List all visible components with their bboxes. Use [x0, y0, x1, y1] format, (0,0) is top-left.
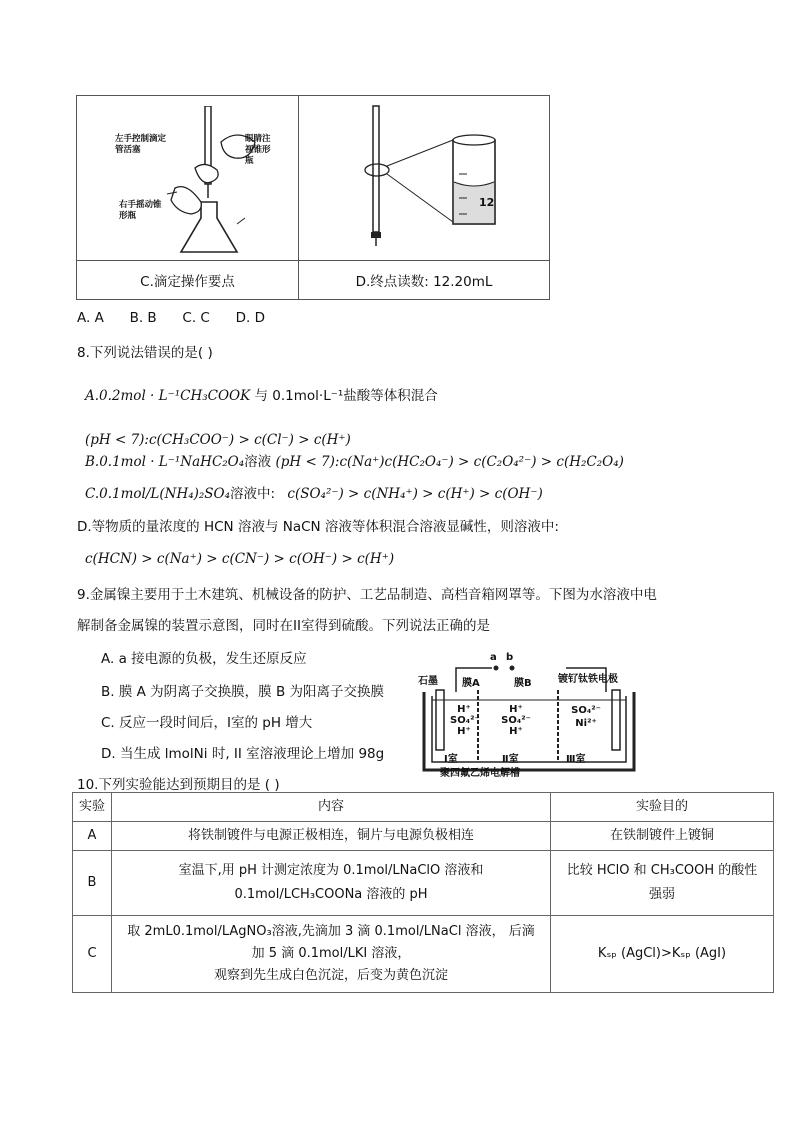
room1-ions: H⁺ SO₄²⁻ H⁺	[450, 704, 480, 737]
room3-label: Ⅲ室	[566, 754, 586, 765]
q9-option-b: B. 膜 A 为阴离子交换膜，膜 B 为阳离子交换膜	[101, 684, 385, 700]
room3-ions: SO₄²⁻ Ni²⁺	[571, 705, 601, 729]
room2-label: Ⅱ室	[502, 754, 519, 765]
row-id: B	[73, 851, 112, 916]
q7-options: A. A B. B C. C D. D	[77, 310, 265, 326]
table-row	[73, 851, 774, 916]
label-right-hand-swirl: 右手摇动锥形瓶	[119, 200, 162, 221]
terminal-a-label: a	[490, 652, 497, 663]
terminal-b-label: b	[506, 652, 514, 663]
q8-option-d-line2: c(HCN) > c(Na⁺) > c(CN⁻) > c(OH⁻) > c(H⁺)	[85, 551, 395, 567]
q9-option-d: D. 当生成 lmolNi 时, II 室溶液理论上增加 98g	[101, 746, 385, 762]
q8-option-d-line1: D.等物质的量浓度的 HCN 溶液与 NaCN 溶液等体积混合溶液显碱性，则溶液中:	[77, 519, 559, 535]
burette-reading-figure	[347, 104, 517, 254]
caption-d: D.终点读数: 12.20mL	[355, 274, 493, 290]
q8-c-formula: C.0.1mol/L(NH₄)₂SO₄	[85, 486, 231, 502]
table-header-row	[73, 793, 774, 822]
q8-option-b	[85, 450, 624, 470]
row-goal: Kₛₚ (AgCl)>Kₛₚ (AgI)	[551, 916, 774, 993]
q10-table	[72, 792, 774, 993]
q8-stem: 8.下列说法错误的是( )	[77, 345, 213, 361]
q9-option-a: A. a 接电源的负极，发生还原反应	[101, 651, 307, 667]
row-id: A	[73, 822, 112, 851]
table-row	[73, 916, 774, 993]
header-content: 内容	[112, 793, 551, 822]
electrolysis-diagram	[416, 652, 656, 780]
header-goal: 实验目的	[551, 793, 774, 822]
q8-c-relation: c(SO₄²⁻) > c(NH₄⁺) > c(H⁺) > c(OH⁻)	[287, 486, 543, 502]
row-id: C	[73, 916, 112, 993]
q8-b-relation: (pH < 7):c(Na⁺)c(HC₂O₄⁻) > c(C₂O₄²⁻) > c(H₂C₂O₄)	[275, 454, 624, 470]
q8-a-text: 与 0.1mol·L⁻¹盐酸等体积混合	[250, 388, 438, 404]
graphite-label: 石墨	[418, 676, 438, 687]
q8-option-a-line1	[85, 384, 438, 404]
q8-b-text: 溶液	[244, 454, 272, 470]
row-goal: 在铁制镀件上镀铜	[551, 822, 774, 851]
q8-c-text: 溶液中:	[230, 486, 276, 502]
q8-b-formula: B.0.1mol · L⁻¹NaHC₂O₄	[85, 454, 245, 470]
q9-stem-line2: 解制备金属镍的装置示意图，同时在II室得到硫酸。下列说法正确的是	[77, 618, 490, 634]
tank-label: 聚四氟乙烯电解槽	[440, 768, 520, 779]
row-content: 取 2mL0.1mol/LAgNO₃溶液,先滴加 3 滴 0.1mol/LNaCl 溶液， 后滴 加 5 滴 0.1mol/LKI 溶液， 观察到先生成白色沉淀，后变为黄色沉淀	[112, 916, 551, 993]
titration-operation-figure	[117, 106, 267, 256]
room1-label: Ⅰ室	[444, 754, 458, 765]
q8-option-a-line2: (pH < 7):c(CH₃COO⁻) > c(Cl⁻) > c(H⁺)	[85, 432, 351, 448]
q8-a-formula: A.0.2mol · L⁻¹CH₃COOK	[85, 388, 251, 404]
burette-reading-number: 12	[479, 196, 495, 209]
label-left-hand-stopcock: 左手控制滴定管活塞	[115, 134, 167, 155]
caption-c: C.滴定操作要点	[140, 274, 235, 290]
table-row	[73, 822, 774, 851]
header-experiment: 实验	[73, 793, 112, 822]
q7-figure-table	[76, 95, 550, 300]
q10-stem: 10.下列实验能达到预期目的是 ( )	[77, 777, 280, 793]
row-goal: 比较 HClO 和 CH₃COOH 的酸性 强弱	[551, 851, 774, 916]
room2-ions: H⁺ SO₄²⁻ H⁺	[501, 704, 531, 737]
membrane-a-label: 膜A	[462, 678, 480, 689]
row-content: 室温下,用 pH 计测定浓度为 0.1mol/LNaClO 溶液和 0.1mol/LCH₃COONa 溶液的 pH	[112, 851, 551, 916]
row-content: 将铁制镀件与电源正极相连，铜片与电源负极相连	[112, 822, 551, 851]
q9-stem-line1: 9.金属镍主要用于土木建筑、机械设备的防护、工艺品制造、高档音箱网罩等。下图为水溶液中电	[77, 587, 657, 603]
electrode-label: 镀钌钛铁电极	[558, 674, 618, 685]
q9-option-c: C. 反应一段时间后，Ⅰ室的 pH 增大	[101, 715, 313, 731]
q8-option-c	[85, 482, 543, 502]
membrane-b-label: 膜B	[514, 678, 532, 689]
label-eyes-on-flask: 眼睛注视锥形瓶	[245, 134, 271, 166]
